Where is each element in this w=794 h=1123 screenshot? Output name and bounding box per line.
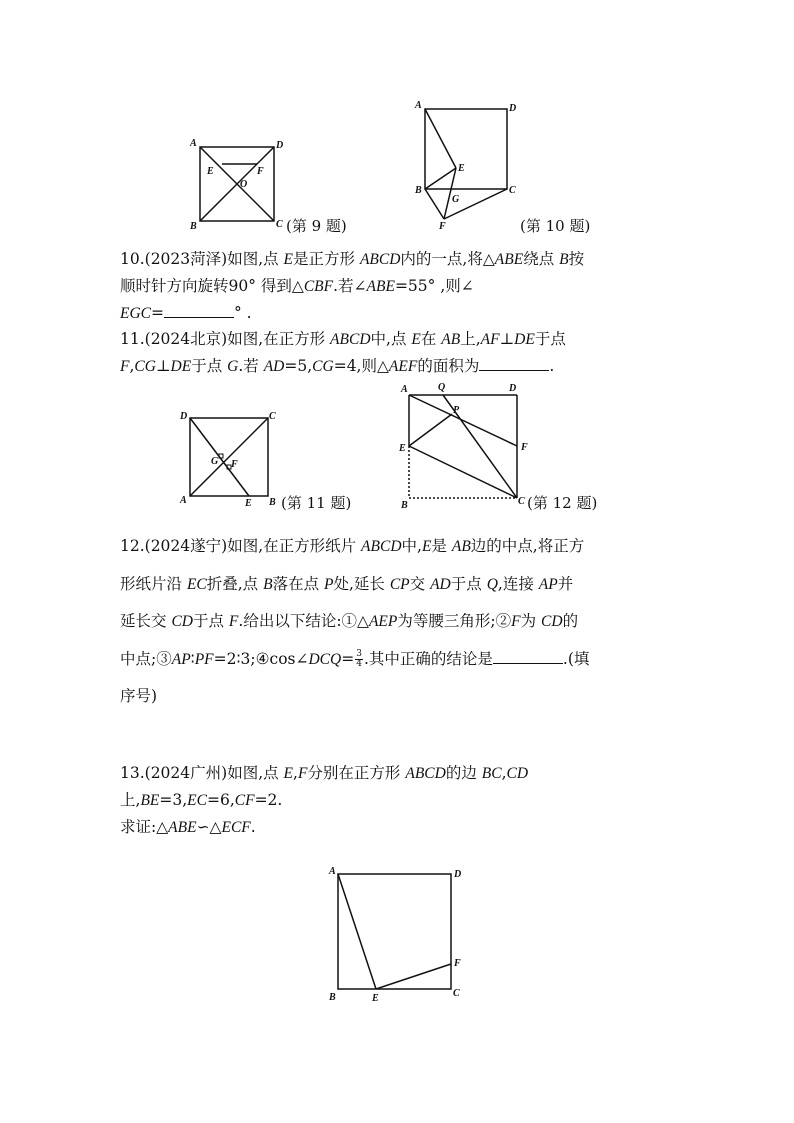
fig10-label-a: A	[415, 100, 422, 111]
caption-q11: (第 11 题)	[281, 494, 352, 512]
fig11-label-a: A	[180, 495, 187, 506]
fig13-segment-ae	[338, 874, 376, 989]
fig11-label-f: F	[231, 459, 238, 470]
answer-blank-11[interactable]	[479, 369, 549, 371]
problem-12-line-2: 形纸片沿 EC折叠,点 B落在点 P处,延长 CP交 AD于点 Q,连接 AP并	[120, 574, 574, 593]
problem-11-line-1: 11.(2024北京)如图,在正方形 ABCD中,点 E在 AB上,AF⊥DE于点	[120, 330, 566, 348]
fig9-label-e: E	[207, 166, 214, 177]
fig13-segment-ef	[376, 964, 451, 989]
problem-10-line-1: 10.(2023菏泽)如图,点 E是正方形 ABCD内的一点,将△ABE绕点 B按	[120, 250, 585, 268]
problem-11	[120, 326, 680, 380]
problem-12-line-1: 12.(2024遂宁)如图,在正方形纸片 ABCD中,E是 AB边的中点,将正方	[120, 537, 585, 555]
problem-12-line-3: 延长交 CD于点 F.给出以下结论:①△AEP为等腰三角形;②F为 CD的	[120, 612, 579, 630]
fig10-label-d: D	[509, 103, 517, 114]
figure-9	[185, 135, 295, 235]
fig12-label-q: Q	[438, 382, 446, 393]
fig13-label-c: C	[453, 988, 460, 999]
problem-11-line-2: F,CG⊥DE于点 G.若 AD=5,CG=4,则△AEF的面积为 .	[120, 357, 555, 375]
fraction-three-quarters: $\frac{3}{4}$	[356, 649, 362, 669]
fig9-label-c: C	[276, 219, 283, 230]
answer-blank-12[interactable]	[493, 662, 563, 664]
fig11-label-d: D	[180, 411, 188, 422]
problem-12-line-4: 中点;③AP∶PF=2∶3;④cos∠DCQ= $\frac{3}{4}$ .其中正确的结论是 .(填	[120, 649, 590, 669]
fig13-label-f: F	[454, 958, 461, 969]
figure-11	[172, 405, 287, 513]
fig10-label-c: C	[509, 185, 516, 196]
fig10-square	[425, 109, 507, 189]
fig13-label-a: A	[329, 866, 336, 877]
fig13-label-b: B	[329, 992, 336, 1003]
fig12-label-f: F	[521, 442, 528, 453]
fig9-label-f: F	[257, 166, 264, 177]
fig11-segment-ac	[190, 418, 268, 496]
fig12-label-a: A	[401, 384, 408, 395]
problem-13-line-1: 13.(2024广州)如图,点 E,F分别在正方形 ABCD的边 BC,CD	[120, 764, 529, 782]
problem-13	[120, 760, 680, 841]
figure-13	[322, 860, 472, 1010]
fig12-label-p: P	[453, 405, 460, 416]
problem-12-line-5: 序号)	[120, 687, 158, 705]
fig9-label-a: A	[190, 138, 197, 149]
fig12-segment-ec	[409, 446, 517, 498]
problem-13-line-2: 上,BE=3,EC=6,CF=2.	[120, 791, 283, 809]
fig13-label-d: D	[454, 869, 462, 880]
fig13-label-e: E	[372, 993, 379, 1004]
problem-10-line-2: 顺时针方向旋转90° 得到△CBF.若∠ABE=55° ,则∠	[120, 277, 474, 295]
caption-q12: (第 12 题)	[527, 494, 598, 512]
fig10-label-e: E	[458, 163, 465, 174]
fig11-label-g: G	[211, 456, 219, 467]
fig10-segment-ae	[425, 109, 456, 168]
figure-10	[405, 95, 525, 235]
caption-q10: (第 10 题)	[520, 217, 591, 235]
fig12-label-c: C	[518, 496, 525, 507]
fig9-label-d: D	[276, 140, 284, 151]
fig10-segment-bf	[425, 189, 444, 219]
fig10-label-g: G	[452, 194, 460, 205]
fig12-label-b: B	[401, 500, 408, 511]
problem-13-line-3: 求证:△ABE∽△ECF.	[120, 818, 256, 836]
figure-12	[395, 378, 530, 513]
problem-10	[120, 246, 680, 327]
problem-10-line-3: EGC= ° .	[120, 304, 252, 322]
fig9-label-o: O	[240, 179, 248, 190]
fig10-label-b: B	[415, 185, 422, 196]
fig12-label-d: D	[509, 383, 517, 394]
answer-blank-10[interactable]	[164, 316, 234, 318]
fig12-segment-ep	[409, 414, 452, 446]
fig11-label-c: C	[269, 411, 276, 422]
fig12-segment-af	[409, 395, 517, 446]
fig12-label-e: E	[399, 443, 406, 454]
fig10-label-f: F	[439, 221, 446, 232]
fig9-label-b: B	[190, 221, 197, 232]
problem-12	[120, 528, 680, 715]
fig11-label-b: B	[269, 497, 276, 508]
caption-q9: (第 9 题)	[286, 217, 347, 235]
fig11-label-e: E	[245, 498, 252, 509]
fig13-square	[338, 874, 451, 989]
